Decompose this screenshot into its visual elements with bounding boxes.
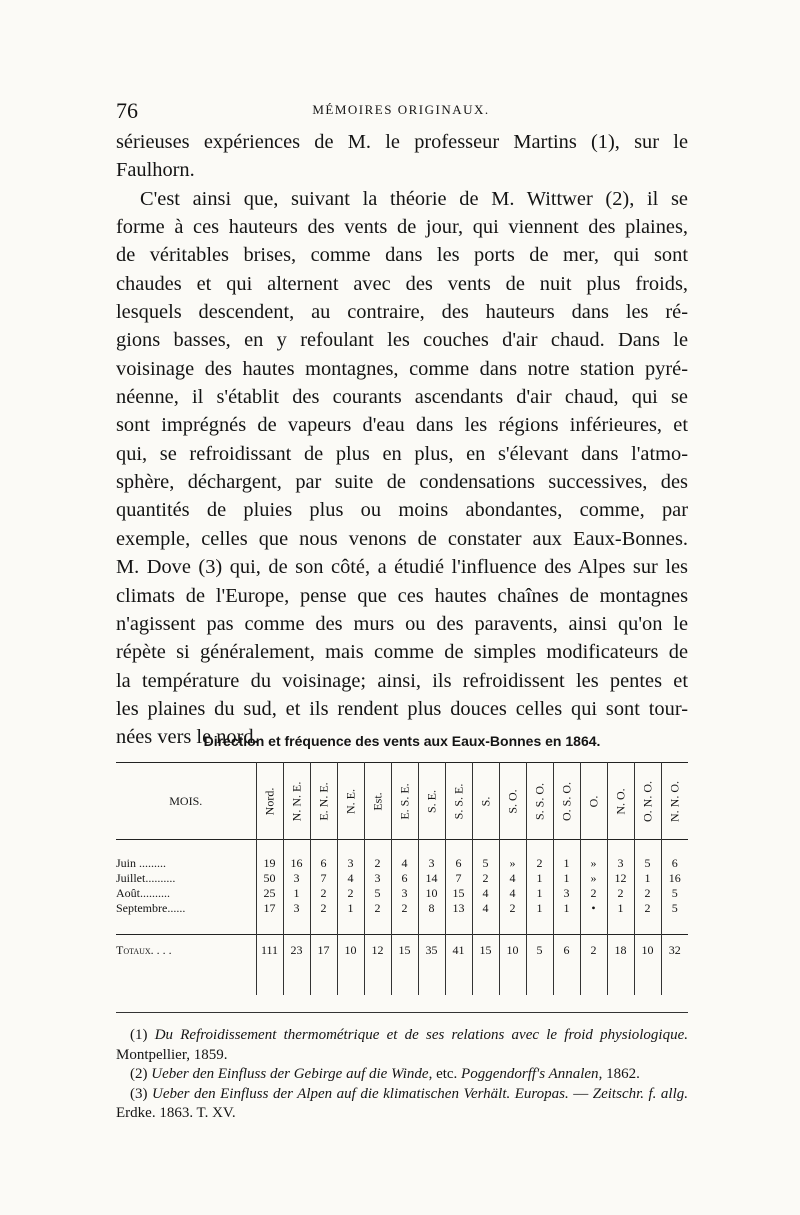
body-line: nées vers le nord.: [116, 726, 259, 749]
total-cell: 6: [553, 935, 580, 966]
table-title: Direction et fréquence des vents aux Eaux-Bonnes en 1864.: [203, 733, 601, 749]
total-cell: 17: [310, 935, 337, 966]
footnote-number: (2): [130, 1066, 148, 1082]
body-line: n'agissent pas comme des murs ou des paravents, ainsi qu'on le: [116, 612, 688, 635]
table-cell: 1: [526, 871, 553, 886]
running-title: MÉMOIRES ORIGINAUX.: [312, 102, 490, 117]
footnote-mid: , etc.: [428, 1066, 462, 1082]
direction-header: [256, 763, 283, 840]
table-cell: 5: [661, 886, 688, 901]
direction-label: O. N. O.: [640, 781, 654, 822]
table-spacer-row: [116, 916, 688, 935]
body-line: de véritables brises, comme dans les ports de mer, qui sont: [116, 244, 688, 267]
table-cell: 1: [553, 901, 580, 916]
body-line: C'est ainsi que, suivant la théorie de M. Wittwer (2), il se: [140, 187, 688, 210]
direction-label: S. E.: [424, 790, 438, 814]
direction-label: N. E.: [343, 789, 357, 814]
table-cell: »: [499, 856, 526, 871]
table-cell: •: [580, 901, 607, 916]
table-cell: 12: [607, 871, 634, 886]
footnote-rest: Erdke. 1863. T. XV.: [116, 1105, 236, 1121]
table-cell: 19: [256, 856, 283, 871]
table-cell: 2: [364, 901, 391, 916]
table-cell: 4: [499, 871, 526, 886]
footnote-rest: Montpellier, 1859.: [116, 1046, 228, 1063]
table-cell: 1: [634, 871, 661, 886]
total-cell: 10: [337, 935, 364, 966]
body-line: sont imprégnés de vapeurs d'eau dans les régions inférieures, et: [116, 414, 688, 437]
table-cell: 5: [364, 886, 391, 901]
table-cell: 6: [391, 871, 418, 886]
table-cell: 13: [445, 901, 472, 916]
table-row: [116, 856, 688, 871]
table-cell: 5: [472, 856, 499, 871]
body-line: néenne, il s'établit des courants ascendants d'air chaud, qui se: [116, 386, 688, 409]
table-cell: 16: [283, 856, 310, 871]
table-cell: 16: [661, 871, 688, 886]
table-cell: 1: [553, 871, 580, 886]
table-cell: 3: [391, 886, 418, 901]
table-cell: 4: [499, 886, 526, 901]
table-cell: 4: [391, 856, 418, 871]
mois-header: MOIS.: [169, 793, 203, 808]
table-cell: 8: [418, 901, 445, 916]
direction-header: [661, 763, 688, 840]
footnote-2: [116, 1065, 688, 1085]
direction-header: [418, 763, 445, 840]
direction-label: N. O.: [613, 788, 627, 815]
total-cell: 12: [364, 935, 391, 966]
total-cell: 10: [499, 935, 526, 966]
direction-label: S. O.: [505, 789, 519, 814]
table-cell: 2: [607, 886, 634, 901]
table-cell: 3: [283, 901, 310, 916]
body-line: les plaines du sud, et ils rendent plus douces celles qui sont tour-: [116, 697, 688, 720]
table-cell: 2: [580, 886, 607, 901]
direction-label: S. S. O.: [532, 783, 546, 821]
table-spacer-row: [116, 840, 688, 857]
direction-header: [364, 763, 391, 840]
table-cell: 6: [661, 856, 688, 871]
table-cell: 2: [499, 901, 526, 916]
direction-label: E. N. E.: [316, 782, 330, 821]
table-cell: 5: [661, 901, 688, 916]
body-text: [116, 128, 688, 752]
body-line: M. Dove (3) qui, de son côté, a étudié l'influence des Alpes sur les: [116, 556, 688, 579]
footnote-title: Ueber den Einfluss der Gebirge auf die Winde: [151, 1066, 429, 1082]
table-cell: 2: [391, 901, 418, 916]
table-cell: 1: [526, 886, 553, 901]
direction-label: S. S. E.: [451, 783, 465, 820]
direction-header: [445, 763, 472, 840]
body-line: climats de l'Europe, pense que ces hautes chaînes de montagnes: [116, 584, 688, 607]
page-header: [116, 98, 686, 124]
month-label: Août..........: [116, 886, 170, 900]
table-cell: 3: [337, 856, 364, 871]
total-cell: 32: [661, 935, 688, 966]
table-cell: 3: [283, 871, 310, 886]
table-cell: 14: [418, 871, 445, 886]
body-line: voisinage des hautes montagnes, comme dans notre station pyré-: [116, 357, 688, 380]
footnote-journal: Zeitschr. f. allg.: [592, 1085, 689, 1102]
footnote-rest: , 1862.: [598, 1066, 640, 1082]
direction-header: [283, 763, 310, 840]
body-line: gions basses, en y refoulant les couches d'air chaud. Dans le: [116, 329, 688, 352]
wind-frequency-table: [116, 762, 688, 995]
direction-header: [607, 763, 634, 840]
table-cell: 1: [607, 901, 634, 916]
table-cell: 2: [337, 886, 364, 901]
body-line: sérieuses expériences de M. le professeur Martins (1), sur le: [116, 131, 688, 153]
footnote-title: Du Refroidissement thermométrique et de ses relations avec le froid physiologique.: [154, 1027, 689, 1043]
table-cell: 3: [418, 856, 445, 871]
total-cell: 41: [445, 935, 472, 966]
table-cell: 4: [472, 886, 499, 901]
table-cell: 50: [256, 871, 283, 886]
month-label: Juillet..........: [116, 871, 176, 885]
table-cell: 7: [310, 871, 337, 886]
table-cell: 15: [445, 886, 472, 901]
table-spacer-row: [116, 965, 688, 995]
table-header-row: [116, 763, 688, 840]
total-cell: 2: [580, 935, 607, 966]
table-cell: 2: [634, 886, 661, 901]
table-cell: »: [580, 871, 607, 886]
table-cell: 1: [526, 901, 553, 916]
total-cell: 5: [526, 935, 553, 966]
table-cell: 2: [310, 901, 337, 916]
table-row: [116, 871, 688, 886]
table-cell: 17: [256, 901, 283, 916]
table-cell: 3: [364, 871, 391, 886]
table-cell: 3: [553, 886, 580, 901]
direction-header: [526, 763, 553, 840]
direction-label: O. S. O.: [559, 782, 573, 822]
direction-label: Est.: [370, 792, 384, 811]
table-cell: 4: [337, 871, 364, 886]
footnote-journal: Poggendorff's Annalen: [461, 1066, 599, 1082]
body-line: répète si généralement, mais comme de simples modificateurs de: [116, 641, 688, 664]
body-line: forme à ces hauteurs des vents de jour, qui viennent des plaines,: [116, 216, 688, 239]
direction-header: [337, 763, 364, 840]
table-cell: 2: [634, 901, 661, 916]
total-cell: 15: [472, 935, 499, 966]
body-line: sphère, déchargent, par suite de condensations successives, des: [116, 471, 688, 494]
direction-label: N. N. E.: [289, 781, 303, 822]
total-cell: 15: [391, 935, 418, 966]
total-cell: 10: [634, 935, 661, 966]
table-cell: 2: [310, 886, 337, 901]
footnote-number: (1): [130, 1027, 148, 1043]
footnote-divider: [116, 1012, 688, 1013]
direction-header: [580, 763, 607, 840]
total-cell: 35: [418, 935, 445, 966]
direction-header: [553, 763, 580, 840]
direction-header: [310, 763, 337, 840]
body-line: Faulhorn.: [116, 159, 195, 182]
table-cell: 6: [445, 856, 472, 871]
table-cell: 4: [472, 901, 499, 916]
total-cell: 18: [607, 935, 634, 966]
table-cell: 2: [472, 871, 499, 886]
page-number: 76: [116, 98, 138, 123]
direction-header: [499, 763, 526, 840]
direction-label: E. S. E.: [397, 783, 411, 820]
body-line: chaudes et qui alternent avec des vents de nuit plus froids,: [116, 272, 688, 295]
direction-header: [634, 763, 661, 840]
direction-header: [391, 763, 418, 840]
footnote-1: [116, 1026, 688, 1065]
footnote-title: Ueber den Einfluss der Alpen auf die klimatischen Verhält. Europas.: [152, 1085, 569, 1102]
footnote-number: (3): [130, 1085, 148, 1102]
direction-header: [472, 763, 499, 840]
table-cell: 2: [526, 856, 553, 871]
total-cell: 111: [256, 935, 283, 966]
table-row: [116, 886, 688, 901]
footnote-mid: —: [568, 1085, 593, 1102]
table-cell: 7: [445, 871, 472, 886]
table-cell: 5: [634, 856, 661, 871]
totals-row: [116, 935, 688, 966]
table-cell: »: [580, 856, 607, 871]
table-cell: 1: [283, 886, 310, 901]
direction-label: N. N. O.: [667, 781, 682, 822]
table-cell: 1: [553, 856, 580, 871]
body-line: lesquels descendent, au contraire, des hauteurs dans les ré-: [116, 301, 688, 324]
table-cell: 6: [310, 856, 337, 871]
month-label: Septembre......: [116, 901, 186, 915]
table-row: [116, 901, 688, 916]
table-cell: 3: [607, 856, 634, 871]
table-cell: 10: [418, 886, 445, 901]
table-cell: 25: [256, 886, 283, 901]
table-cell: 1: [337, 901, 364, 916]
wind-table-wrap: [116, 762, 688, 995]
body-line: exemple, celles que nous venons de constater aux Eaux-Bonnes.: [116, 527, 688, 550]
body-line: qui, se refroidissant de plus en plus, en s'élevant dans l'atmo-: [116, 442, 688, 465]
table-cell: 2: [364, 856, 391, 871]
month-label: Juin .........: [116, 856, 167, 870]
footnotes: [116, 1026, 688, 1124]
direction-label: S.: [478, 796, 492, 807]
direction-label: O.: [586, 795, 600, 808]
direction-label: Nord.: [262, 787, 276, 816]
footnote-3: [116, 1085, 688, 1124]
totals-label: Totaux. . . .: [116, 942, 172, 957]
body-line: quantités de pluies plus ou moins abondantes, comme, par: [116, 499, 688, 522]
body-line: la température du voisinage; ainsi, ils refroidissent les pentes et: [116, 669, 688, 692]
total-cell: 23: [283, 935, 310, 966]
